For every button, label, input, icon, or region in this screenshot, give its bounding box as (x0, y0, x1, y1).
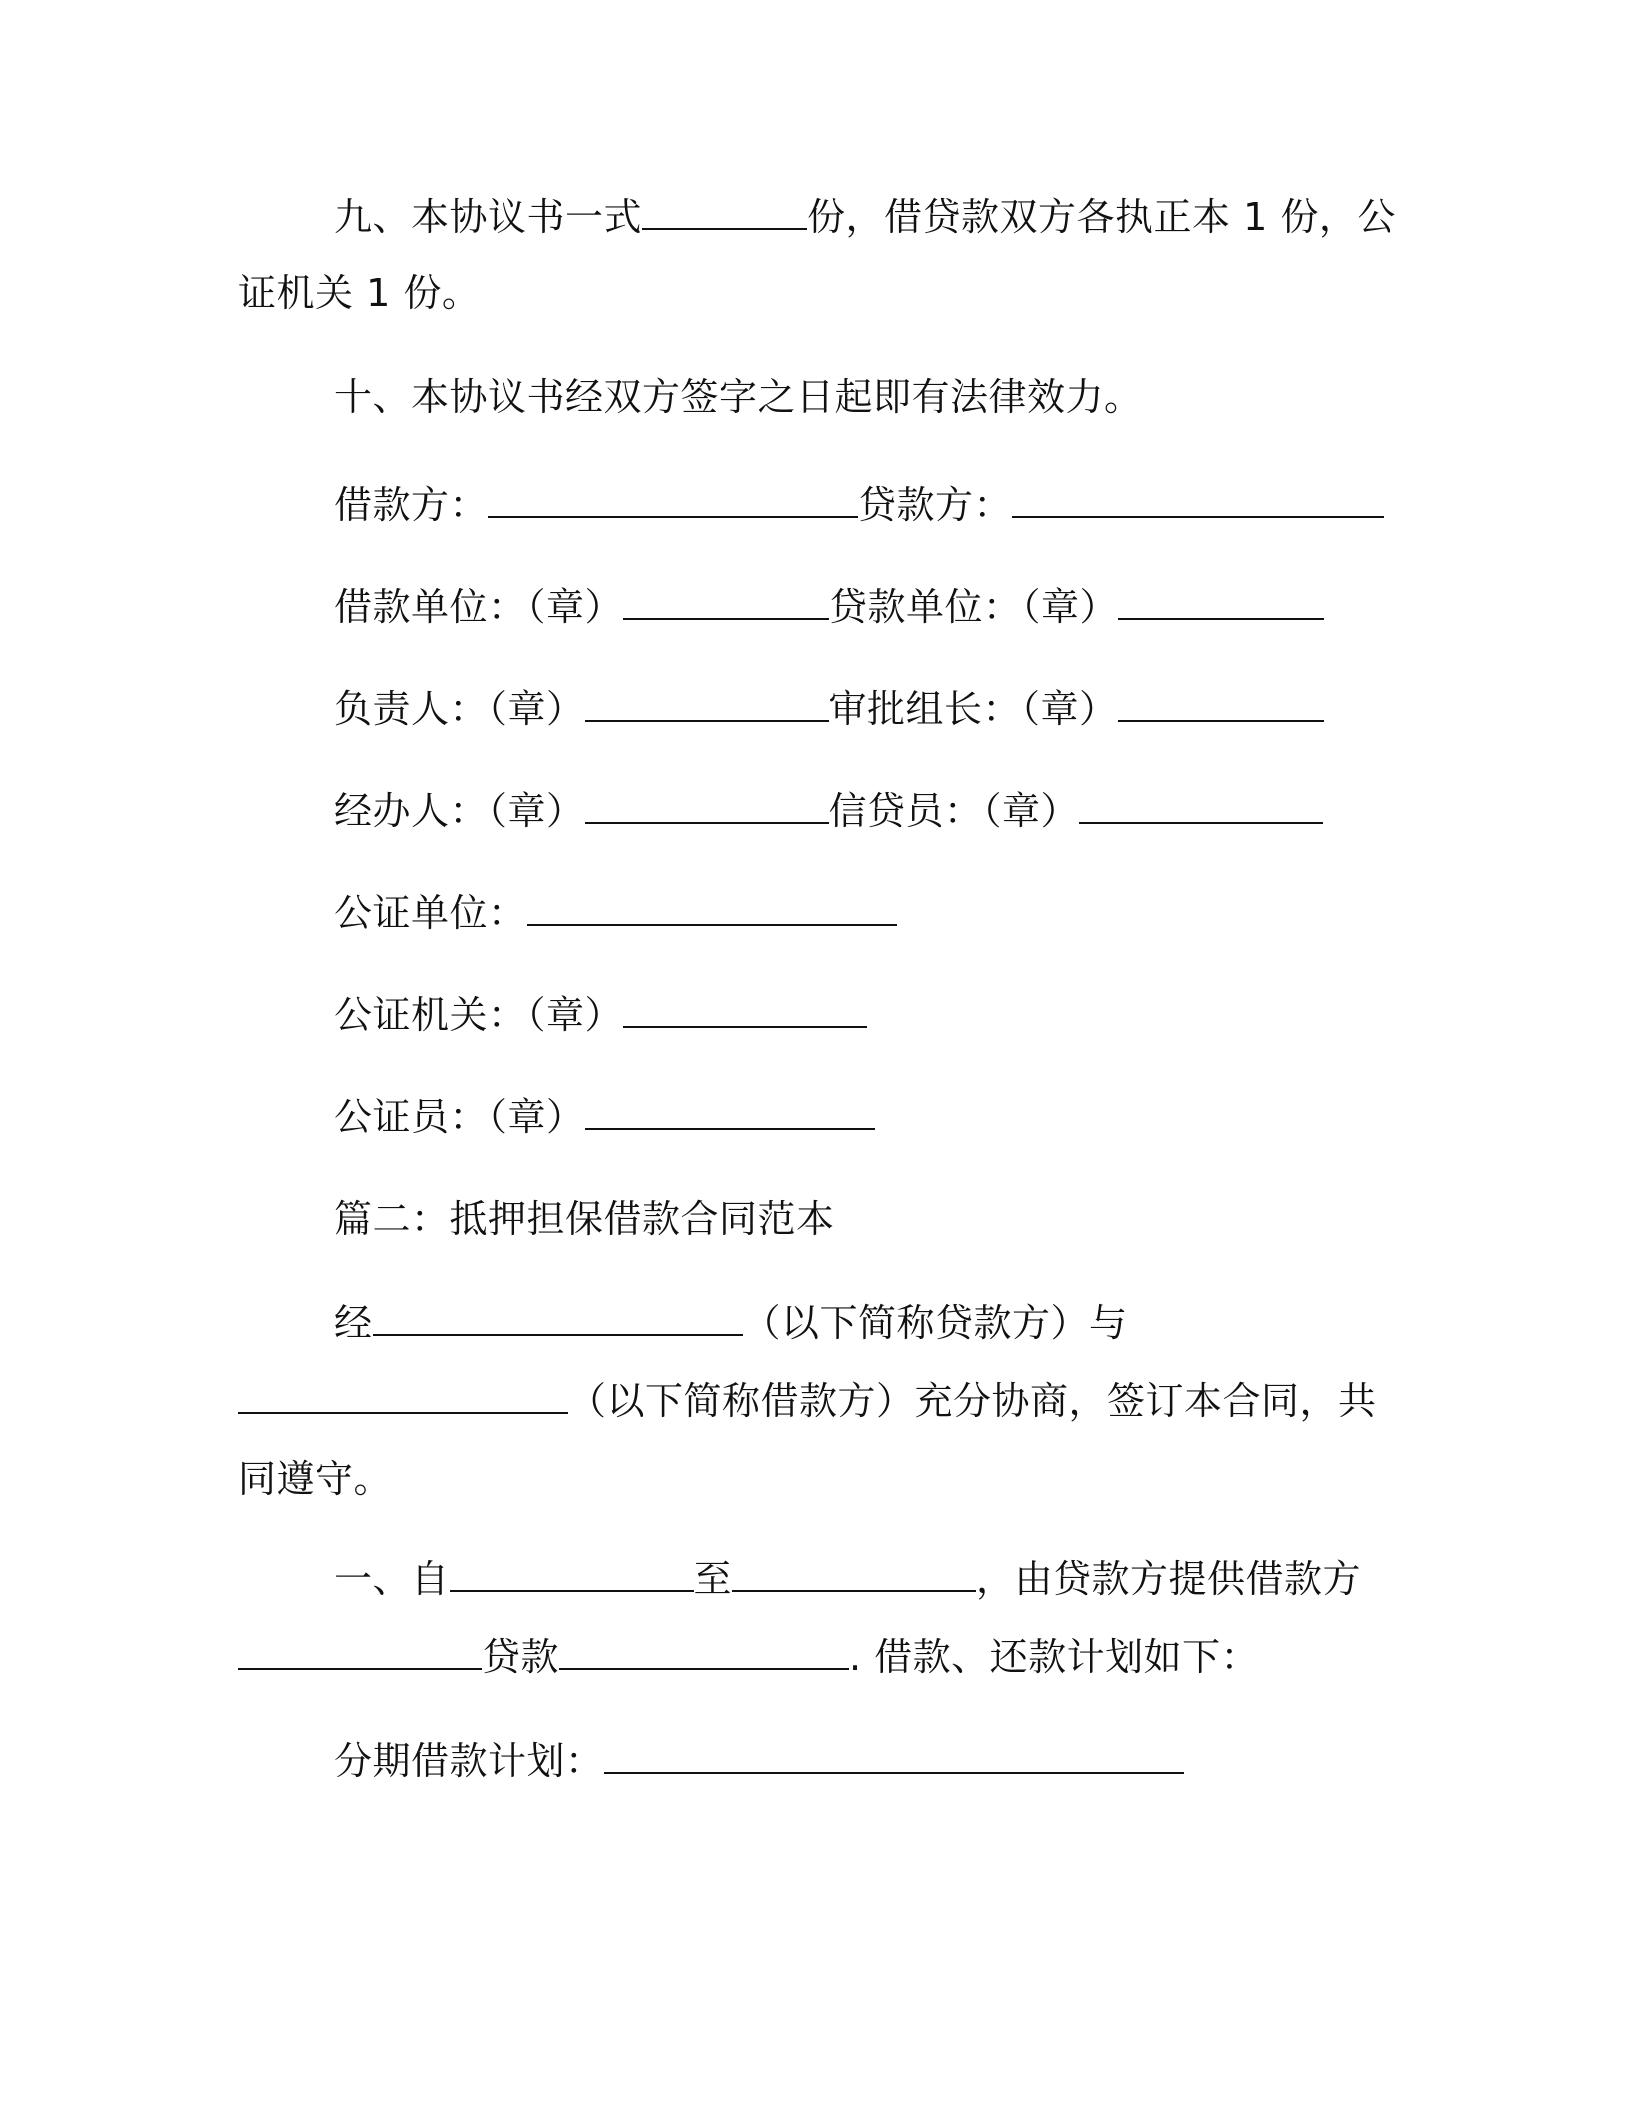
part-2-clause-1-line-1 (334, 1556, 1361, 1602)
clause-1-text-a: 一、自 (334, 1557, 450, 1601)
clause-10: 十、本协议书经双方签字之日起即有法律效力。 (334, 375, 1143, 419)
signature-row-notary-unit (334, 890, 897, 936)
signature-row-notary (334, 1094, 875, 1140)
signature-row-units (334, 584, 1324, 630)
intro-text-b: （以下简称贷款方）与 (742, 1301, 1128, 1345)
copies-blank (642, 194, 807, 230)
part-2-intro-line-2 (238, 1378, 1377, 1424)
review-leader-blank (1118, 686, 1324, 722)
borrower-blank (488, 482, 858, 518)
loan-purpose-blank (238, 1634, 482, 1670)
clause-1-text-b: 至 (693, 1557, 733, 1601)
start-date-blank (450, 1556, 694, 1592)
loan-amount-blank (559, 1634, 849, 1670)
lender-unit-label: 贷款单位：（章） (829, 585, 1119, 629)
clause-9-line-2: 证机关 1 份。 (238, 271, 481, 315)
handler-label: 经办人：（章） (334, 789, 585, 833)
clause-9-text-b: 份，借贷款双方各执正本 1 份，公 (807, 195, 1396, 239)
notary-unit-label: 公证单位： (334, 891, 527, 935)
borrower-label: 借款方： (334, 483, 489, 527)
notary-label: 公证员：（章） (334, 1095, 585, 1139)
part-2-title: 篇二：抵押担保借款合同范本 (334, 1197, 835, 1241)
signature-row-responsible (334, 686, 1324, 732)
review-leader-label: 审批组长：（章） (828, 687, 1118, 731)
signature-row-borrower-lender (334, 482, 1384, 528)
part-2-clause-1-line-2 (238, 1634, 1259, 1680)
borrower-unit-blank (623, 584, 829, 620)
responsible-blank (585, 686, 829, 722)
clause-1-text-e: . 借款、还款计划如下： (849, 1635, 1260, 1679)
notary-unit-blank (527, 890, 897, 926)
borrower-unit-label: 借款单位：（章） (334, 585, 624, 629)
part-2-intro-line-3: 同遵守。 (238, 1457, 393, 1501)
intro-text-c: （以下简称借款方）充分协商，签订本合同，共 (568, 1379, 1377, 1423)
notary-blank (585, 1094, 875, 1130)
clause-1-text-d: 贷款 (482, 1635, 560, 1679)
installment-plan-blank (604, 1738, 1184, 1774)
responsible-label: 负责人：（章） (334, 687, 585, 731)
borrower-name-blank (238, 1378, 568, 1414)
notary-office-label: 公证机关：（章） (334, 993, 624, 1037)
clause-1-text-c: ，由贷款方提供借款方 (976, 1557, 1362, 1601)
lender-label: 贷款方： (858, 483, 1013, 527)
part-2-intro-line-1 (334, 1300, 1128, 1346)
handler-blank (585, 788, 829, 824)
notary-office-blank (623, 992, 867, 1028)
end-date-blank (732, 1556, 976, 1592)
signature-row-notary-office (334, 992, 867, 1038)
clause-9-text-a: 九、本协议书一式 (334, 195, 643, 239)
lender-unit-blank (1118, 584, 1324, 620)
credit-officer-label: 信贷员：（章） (828, 789, 1080, 833)
lender-blank (1012, 482, 1384, 518)
lender-name-blank (373, 1300, 743, 1336)
credit-officer-blank (1079, 788, 1323, 824)
installment-plan-label: 分期借款计划： (334, 1739, 604, 1783)
clause-9-line-1 (334, 194, 1396, 240)
signature-row-handler (334, 788, 1323, 834)
intro-text-a: 经 (334, 1301, 373, 1345)
installment-plan-row (334, 1738, 1184, 1784)
